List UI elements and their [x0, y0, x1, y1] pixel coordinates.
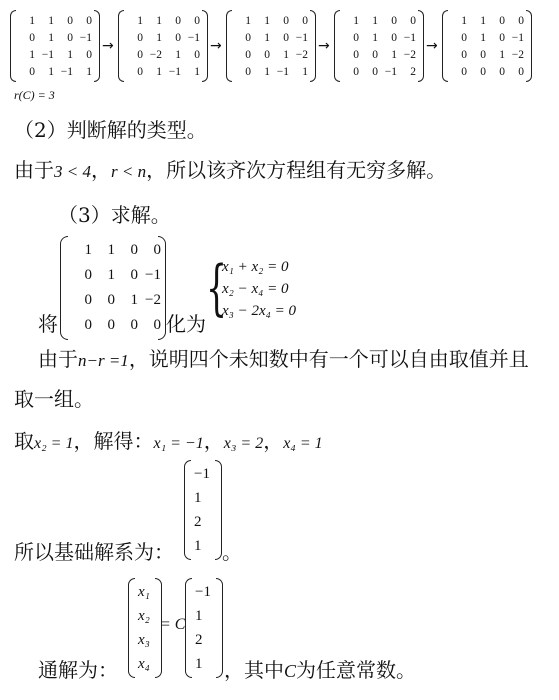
x1-value: x₁ = −1 [153, 435, 204, 452]
right-paren [158, 236, 166, 340]
matrix-cell: 0 [84, 267, 92, 283]
matrix-cell: 1 [264, 31, 270, 44]
matrix-cell: −1 [60, 65, 73, 78]
matrix-cell: 1 [137, 14, 143, 27]
matrix-cell: 1 [48, 31, 54, 44]
right-paren [310, 10, 316, 82]
matrix-cell: 0 [499, 14, 505, 27]
comma-2: ， [263, 429, 284, 453]
take-prefix: 取 [14, 429, 34, 453]
matrix-cell: 1 [86, 65, 92, 78]
matrix-cell: 0 [372, 48, 378, 61]
left-paren [118, 10, 124, 82]
matrix-cell: 0 [372, 65, 378, 78]
matrix-cell: 1 [372, 31, 378, 44]
suffix-a: ，其中 [224, 658, 284, 682]
constant-c: C [284, 661, 297, 681]
matrix-cell: 0 [175, 14, 181, 27]
matrix-cell: −1 [79, 31, 92, 44]
matrix-cell: 1 [107, 267, 115, 283]
matrix-cell: 0 [175, 31, 181, 44]
matrix-cell: 0 [84, 317, 92, 333]
general-basis-vector [185, 578, 223, 678]
matrix-cell: 1 [67, 48, 73, 61]
vector-entry: −1 [194, 466, 210, 482]
matrix-cell: 0 [107, 292, 115, 308]
x3-value: x₃ = 2 [223, 435, 264, 452]
matrix-cell: 0 [137, 31, 143, 44]
matrix-cell: 1 [130, 292, 138, 308]
line2-suffix: ，所以该齐次方程组有无穷多解。 [146, 158, 447, 182]
matrix-cell: 0 [194, 48, 200, 61]
matrix-cell: 0 [461, 31, 467, 44]
line2-sep: ， [90, 158, 111, 182]
matrix-cell: 0 [353, 48, 359, 61]
matrix-cell: 0 [67, 31, 73, 44]
matrix-cell: −2 [149, 48, 162, 61]
right-paren [202, 10, 208, 82]
left-paren [442, 10, 448, 82]
matrix-cell: 1 [245, 14, 251, 27]
general-label: 通解为： [38, 658, 118, 682]
suffix-b: 为任意常数。 [296, 658, 417, 682]
matrix-cell: 2 [410, 65, 416, 78]
matrix-cell: 1 [480, 31, 486, 44]
matrix-cell: 0 [410, 14, 416, 27]
vector-entry: 1 [195, 656, 203, 672]
right-paren [216, 578, 223, 678]
vector-entry: 1 [194, 490, 202, 506]
vector-entry: −1 [195, 584, 211, 600]
matrix-cell: 1 [29, 14, 35, 27]
matrix-cell: 1 [156, 14, 162, 27]
matrix-cell: 1 [156, 31, 162, 44]
matrix-cell: 0 [391, 31, 397, 44]
right-paren [215, 460, 222, 560]
matrix-cell: −1 [187, 31, 200, 44]
section-2-heading: （2）判断解的类型。 [14, 118, 207, 142]
matrix-cell: 1 [194, 65, 200, 78]
solve-statement [14, 429, 323, 456]
matrix-cell: 0 [518, 65, 524, 78]
matrix-cell: −1 [168, 65, 181, 78]
n-minus-r: n−r =1 [78, 351, 129, 370]
matrix-cell: 0 [86, 14, 92, 27]
final-matrix [60, 236, 166, 340]
matrix-step-4 [334, 10, 424, 82]
matrix-cell: 1 [302, 65, 308, 78]
vector-entry: 1 [195, 608, 203, 624]
matrix-cell: 0 [480, 65, 486, 78]
matrix-cell: 1 [391, 48, 397, 61]
matrix-cell: 1 [175, 48, 181, 61]
equation-system [222, 256, 296, 322]
matrix-cell: 0 [130, 317, 138, 333]
basis-end: 。 [222, 540, 242, 564]
vector-entry: x₂ [138, 608, 150, 624]
matrix-cell: 0 [86, 48, 92, 61]
compare-r-n: r < n [110, 162, 147, 181]
matrix-step-2 [118, 10, 208, 82]
comma-1: ， [203, 429, 224, 453]
matrix-cell: 0 [130, 242, 138, 258]
matrix-cell: 0 [67, 14, 73, 27]
matrix-cell: 0 [518, 14, 524, 27]
line2-prefix: 由于 [14, 158, 54, 182]
reduce-prefix: 将 [38, 312, 58, 336]
matrix-table [125, 12, 201, 80]
matrix-cell: −2 [511, 48, 524, 61]
left-paren [184, 460, 191, 560]
right-paren [418, 10, 424, 82]
transform-arrow: → [210, 38, 222, 54]
matrix-table [449, 12, 525, 80]
matrix-cell: 1 [156, 65, 162, 78]
matrix-cell: 1 [480, 14, 486, 27]
unknowns-vector [128, 578, 162, 678]
matrix-step-3 [226, 10, 316, 82]
matrix-table [341, 12, 417, 80]
matrix-table [17, 12, 93, 80]
rank-statement: r(C) = 3 [14, 88, 55, 102]
equals-c: = C [160, 616, 186, 633]
compare-3-4: 3 < 4 [54, 162, 91, 181]
matrix-cell: 1 [107, 242, 115, 258]
matrix-cell: 0 [153, 242, 161, 258]
matrix-cell: 0 [194, 14, 200, 27]
matrix-cell: −1 [276, 65, 289, 78]
matrix-cell: −1 [41, 48, 54, 61]
matrix-cell: 0 [461, 48, 467, 61]
matrix-cell: 0 [137, 65, 143, 78]
right-paren [526, 10, 532, 82]
matrix-cell: 1 [264, 65, 270, 78]
matrix-cell: 0 [29, 31, 35, 44]
matrix-cell: 0 [499, 31, 505, 44]
reduce-middle: 化为 [166, 312, 206, 336]
left-paren [185, 578, 192, 678]
vector-entry: x₃ [138, 632, 150, 648]
matrix-cell: 0 [29, 65, 35, 78]
left-paren [334, 10, 340, 82]
transform-arrow: → [426, 38, 438, 54]
right-paren [94, 10, 100, 82]
matrix-cell: 0 [245, 48, 251, 61]
matrix-cell: −1 [295, 31, 308, 44]
matrix-cell: −2 [145, 292, 161, 308]
matrix-cell: −1 [403, 31, 416, 44]
matrix-cell: 1 [264, 14, 270, 27]
matrix-cell: 0 [84, 292, 92, 308]
matrix-cell: 0 [499, 65, 505, 78]
matrix-cell: 0 [480, 48, 486, 61]
vector-entry: 2 [195, 632, 203, 648]
x2-assign: x₂ = 1 [34, 435, 74, 452]
left-paren [10, 10, 16, 82]
matrix-cell: 0 [245, 31, 251, 44]
vector-entry: x₁ [138, 584, 150, 600]
matrix-cell: 1 [283, 48, 289, 61]
take-mid: ，解得： [73, 429, 154, 453]
free-prefix: 由于 [38, 347, 78, 371]
matrix-cell: −1 [145, 267, 161, 283]
matrix-cell: 0 [107, 317, 115, 333]
left-paren [128, 578, 135, 678]
matrix-cell: 1 [48, 65, 54, 78]
matrix-cell: 0 [137, 48, 143, 61]
section-3-heading: （3）求解。 [58, 203, 171, 227]
matrix-cell: −1 [511, 31, 524, 44]
matrix-cell: 1 [499, 48, 505, 61]
matrix-cell: 0 [353, 31, 359, 44]
equation-3: x₃ − 2x₄ = 0 [222, 303, 296, 319]
matrix-cell: 0 [283, 14, 289, 27]
vector-entry: 2 [194, 514, 202, 530]
matrix-cell: 1 [372, 14, 378, 27]
matrix-cell: 1 [461, 14, 467, 27]
matrix-cell: −1 [384, 65, 397, 78]
final-matrix-table [70, 238, 162, 338]
matrix-cell: 0 [264, 48, 270, 61]
matrix-cell: 0 [353, 65, 359, 78]
matrix-cell: −2 [403, 48, 416, 61]
matrix-cell: 0 [153, 317, 161, 333]
matrix-cell: −2 [295, 48, 308, 61]
left-paren [60, 236, 68, 340]
equation-2: x₂ − x₄ = 0 [222, 281, 289, 297]
matrix-cell: 1 [29, 48, 35, 61]
x4-value: x₄ = 1 [283, 435, 323, 452]
equation-1: x₁ + x₂ = 0 [222, 259, 289, 275]
matrix-cell: 1 [353, 14, 359, 27]
free-variable-statement [38, 347, 529, 373]
free-suffix: ，说明四个未知数中有一个可以自由取值并且 [128, 347, 529, 371]
matrix-cell: 0 [283, 31, 289, 44]
matrix-cell: 0 [391, 14, 397, 27]
matrix-table [233, 12, 309, 80]
transform-arrow: → [318, 38, 330, 54]
transform-arrow: → [102, 38, 114, 54]
infinite-solutions-statement [14, 158, 446, 184]
left-paren [226, 10, 232, 82]
matrix-cell: 0 [302, 14, 308, 27]
matrix-cell: 0 [461, 65, 467, 78]
free-variable-statement-cont: 取一组。 [14, 387, 94, 411]
matrix-step-5 [442, 10, 532, 82]
basis-label: 所以基础解系为： [14, 540, 174, 564]
matrix-cell: 0 [130, 267, 138, 283]
vector-entry: 1 [194, 538, 202, 554]
matrix-cell: 1 [48, 14, 54, 27]
matrix-cell: 0 [245, 65, 251, 78]
vector-entry: x₄ [138, 656, 150, 672]
general-suffix [224, 658, 416, 683]
system-brace: { [206, 253, 228, 323]
basis-vector [184, 460, 222, 560]
matrix-step-1 [10, 10, 100, 82]
matrix-cell: 1 [84, 242, 92, 258]
